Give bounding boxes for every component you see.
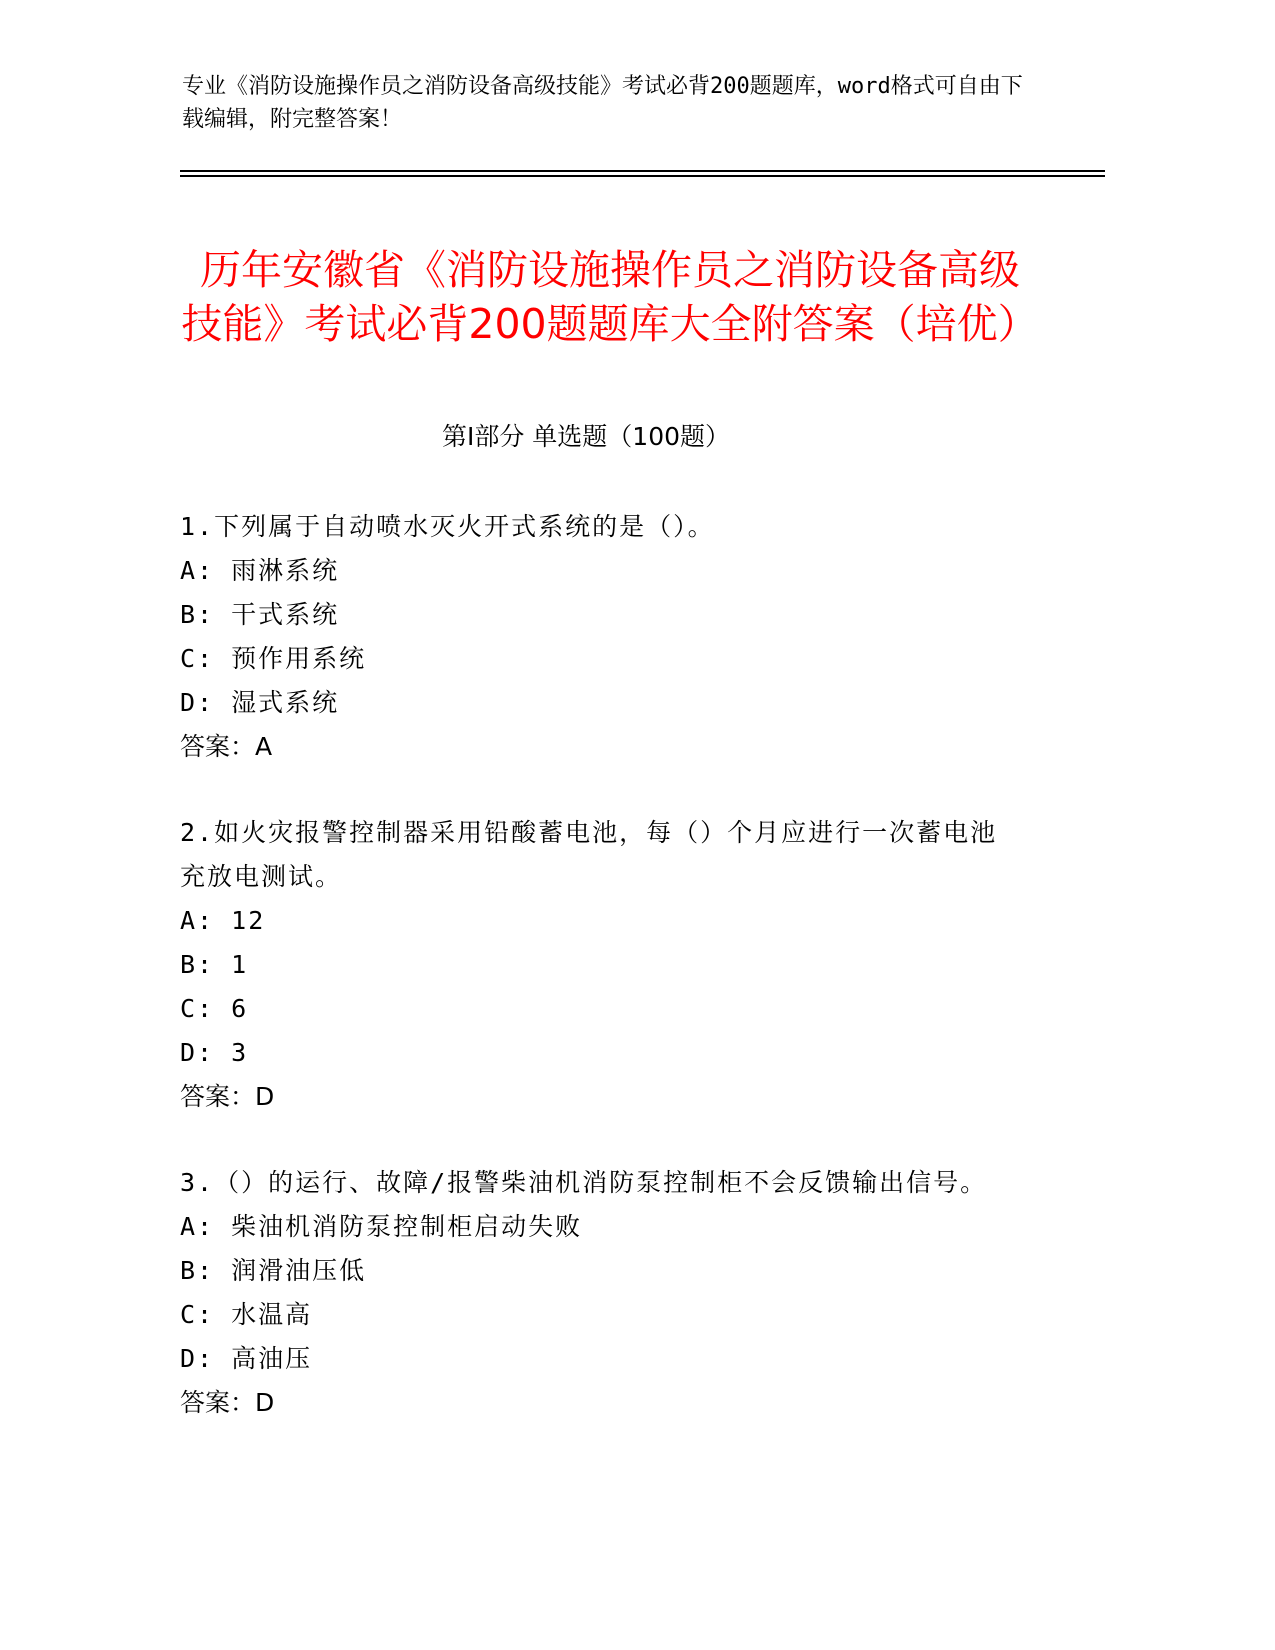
option-b: B: 干式系统 bbox=[180, 600, 340, 629]
option-a: A: 柴油机消防泵控制柜启动失败 bbox=[180, 1212, 583, 1241]
option-a: A: 12 bbox=[180, 906, 266, 935]
question-1 bbox=[180, 505, 1020, 769]
question-stem: 3.（）的运行、故障/报警柴油机消防泵控制柜不会反馈输出信号。 bbox=[180, 1168, 988, 1197]
option-c: C: 水温高 bbox=[180, 1300, 313, 1329]
question-stem: 1.下列属于自动喷水灭火开式系统的是（）。 bbox=[180, 512, 715, 541]
option-c: C: 预作用系统 bbox=[180, 644, 367, 673]
option-d: D: 高油压 bbox=[180, 1344, 313, 1373]
answer-line: 答案：A bbox=[180, 732, 273, 761]
header-divider-bottom bbox=[180, 175, 1105, 177]
option-a: A: 雨淋系统 bbox=[180, 556, 340, 585]
option-d: D: 3 bbox=[180, 1038, 249, 1067]
option-c: C: 6 bbox=[180, 994, 249, 1023]
option-b: B: 1 bbox=[180, 950, 249, 979]
question-stem: 2.如火灾报警控制器采用铅酸蓄电池，每（）个月应进行一次蓄电池充放电测试。 bbox=[180, 818, 998, 891]
header-divider-top bbox=[180, 170, 1105, 172]
question-list bbox=[180, 505, 1020, 1467]
option-d: D: 湿式系统 bbox=[180, 688, 340, 717]
section-heading: 第I部分 单选题（100题） bbox=[441, 422, 731, 451]
answer-line: 答案：D bbox=[180, 1388, 275, 1417]
option-b: B: 润滑油压低 bbox=[180, 1256, 367, 1285]
question-2 bbox=[180, 811, 1020, 1119]
answer-line: 答案：D bbox=[180, 1082, 275, 1111]
header-note: 专业《消防设施操作员之消防设备高级技能》考试必背200题题库，word格式可自由下载编辑，附完整答案！ bbox=[182, 74, 1023, 132]
question-3 bbox=[180, 1161, 1020, 1425]
document-title: 历年安徽省《消防设施操作员之消防设备高级技能》考试必背200题题库大全附答案（培优） bbox=[181, 246, 1039, 349]
